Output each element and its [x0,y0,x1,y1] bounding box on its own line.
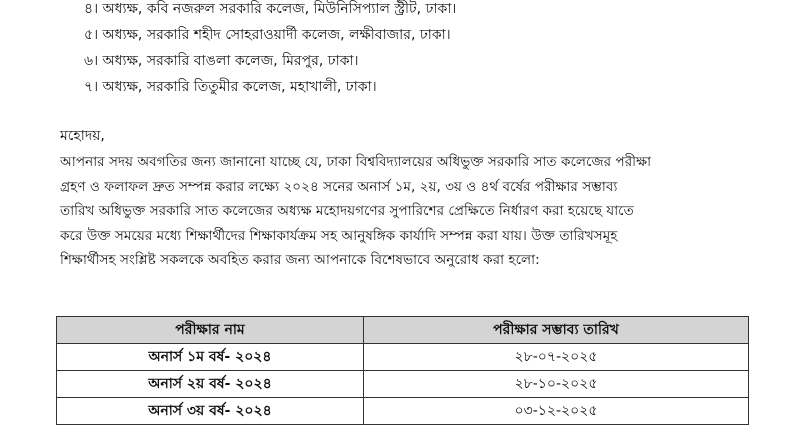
recipient-line: ৬। অধ্যক্ষ, সরকারি বাঙলা কলেজ, মিরপুর, ঢাকা। [84,53,359,69]
table-row [57,371,749,398]
recipient-line: ৪। অধ্যক্ষ, কবি নজরুল সরকারি কলেজ, মিউনিসিপ্যাল স্ট্রীট, ঢাকা। [84,1,457,17]
exam-name-cell: অনার্স ১ম বর্ষ- ২০২৪ [57,344,364,371]
body-line: আপনার সদয় অবগতির জন্য জানানো যাচ্ছে যে, ঢাকা বিশ্ববিদ্যালয়ের অধিভুক্ত সরকারি সাত কলেজের পরীক্ষা [60,154,652,170]
body-line: শিক্ষার্থীসহ সংশ্লিষ্ট সকলকে অবহিত করার জন্য আপনাকে বিশেষভাবে অনুরোধ করা হলো: [60,252,540,268]
table-row [57,344,749,371]
exam-date-cell: ২৮-০৭-২০২৫ [364,344,749,371]
exam-name-cell: অনার্স ৩য় বর্ষ- ২০২৪ [57,398,364,425]
recipient-line: ৭। অধ্যক্ষ, সরকারি তিতুমীর কলেজ, মহাখালী, ঢাকা। [84,79,377,95]
table-row [57,398,749,425]
body-line: তারিখ অধিভুক্ত সরকারি সাত কলেজের অধ্যক্ষ মহোদয়গণের সুপারিশের প্রেক্ষিতে নির্ধারণ করা হয়েছে যাতে [60,203,634,219]
exam-date-cell: ২৮-১০-২০২৫ [364,371,749,398]
body-line: গ্রহণ ও ফলাফল দ্রুত সম্পন্ন করার লক্ষ্যে ২০২৪ সনের অনার্স ১ম, ২য়, ৩য় ও ৪র্থ বর্ষের পরীক্ষার সম্ভাব্য [60,178,618,195]
header-exam-date: পরীক্ষার সম্ভাব্য তারিখ [364,317,749,344]
body-line: করে উক্ত সময়ের মধ্যে শিক্ষার্থীদের শিক্ষাকার্যক্রম সহ আনুষঙ্গিক কার্যাদি সম্পন্ন করা যায়। উক্ত তারিখসমূহ [60,227,618,244]
salutation: মহোদয়, [60,128,105,144]
recipient-line: ৫। অধ্যক্ষ, সরকারি শহীদ সোহরাওয়ার্দী কলেজ, লক্ষীবাজার, ঢাকা। [84,27,451,43]
exam-name-cell: অনার্স ২য় বর্ষ- ২০২৪ [57,371,364,398]
exam-schedule-table [56,316,749,425]
body-paragraph [60,150,750,273]
exam-date-cell: ০৩-১২-২০২৫ [364,398,749,425]
table-header-row [57,317,749,344]
header-exam-name: পরীক্ষার নাম [57,317,364,344]
recipient-list [84,0,456,100]
